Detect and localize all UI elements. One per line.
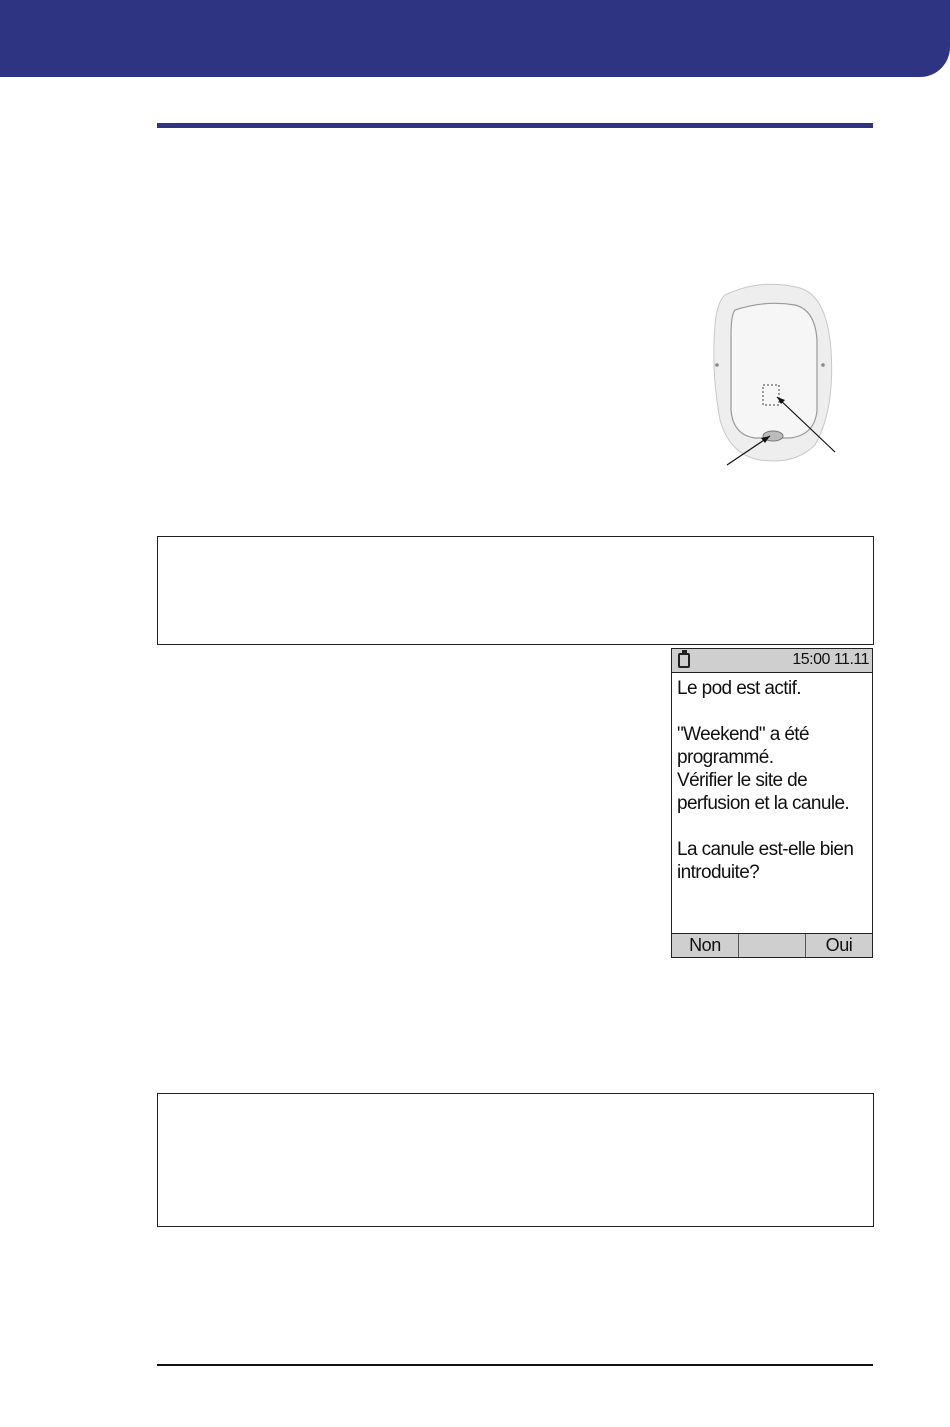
pdm-message-line: La canule est-elle bien <box>677 839 854 860</box>
pdm-time-date: 15:00 11.11 <box>792 651 869 668</box>
header-band <box>0 0 950 77</box>
softkey-non-button[interactable]: Non <box>672 934 739 957</box>
note-box <box>157 1093 874 1227</box>
pdm-message-line: perfusion et la canule. <box>677 793 850 814</box>
softkey-oui-button[interactable]: Oui <box>825 935 853 955</box>
pod-illustration <box>705 270 845 470</box>
section-rule <box>157 123 873 128</box>
pdm-message-line: introduite? <box>677 862 760 883</box>
pdm-message-gap <box>677 815 869 838</box>
pdm-status-bar <box>672 649 872 673</box>
pdm-screen <box>671 648 873 958</box>
note-box <box>157 536 874 645</box>
footer-rule <box>157 1364 873 1366</box>
pdm-message-line: Vérifier le site de <box>677 770 808 791</box>
pdm-message-line: "Weekend" a été <box>677 724 809 745</box>
pdm-battery-icon <box>678 653 690 668</box>
pdm-message <box>677 677 869 884</box>
pdm-message-line: Le pod est actif. <box>677 678 801 699</box>
pdm-message-line: programmé. <box>677 747 774 768</box>
softkey-middle-button[interactable] <box>739 934 806 957</box>
pdm-softkey-bar <box>672 933 872 957</box>
pdm-message-gap <box>677 700 869 723</box>
